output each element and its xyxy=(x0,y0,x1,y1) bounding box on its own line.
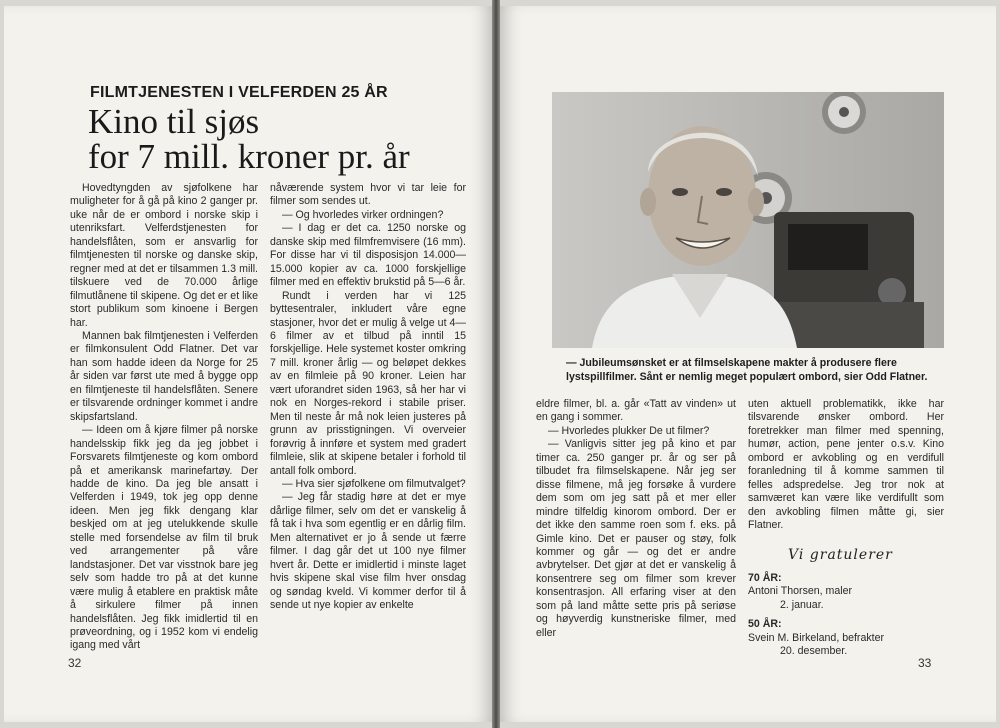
left-page xyxy=(4,6,492,722)
paragraph: — Vanligvis sitter jeg på kino et par timer ca. 250 ganger pr. år og ser på tilbudet fra filmselskapene. Når jeg ser disse filmene, må jeg forsøke å vurdere dem som om jeg satt på et mer eller mindre tilfeldig kinorom ombord. Der er det ikke den samme roen som f. eks. på Gimle kino. Det er pauser og støy, folk kommer og går — og det er andre avbrytelser. Det gjør at det er vanskelig å konsentrere seg om filmer som krever konsentrasjon. All erfaring viser at den som på land måtte sette pris på seriøse og høyverdig kunstneriske filmer, med eller xyxy=(536,438,736,639)
portrait-illustration xyxy=(552,92,944,348)
birthday-list xyxy=(748,572,944,659)
headline-line-1: Kino til sjøs xyxy=(88,102,260,141)
birthday-date: 20. desember. xyxy=(780,645,848,658)
text-column-3 xyxy=(536,398,736,640)
paragraph: uten aktuell problematikk, ikke har tilsvarende ønsker ombord. Her foretrekker man filmer med spenning, humør, action, pene jenter o.s.v. Kino ombord er avkobling og en verdifull foranledning til å komme sammen til felles adspredelse. Jeg tror nok at samværet kan være like verdifullt som den avkobling filmen måtte gi, sier Flatner. xyxy=(748,398,944,532)
birthday-entry xyxy=(748,618,944,658)
article-headline xyxy=(88,104,488,174)
text-column-1 xyxy=(70,182,258,653)
book-gutter xyxy=(492,0,500,728)
birthday-age: 70 ÅR: xyxy=(748,571,782,584)
right-page xyxy=(500,6,996,722)
paragraph: — I dag er det ca. 1250 norske og danske skip med filmfremvisere (16 mm). For disse har vi til disposisjon 14.000—15.000 kopier av ca. 1000 forskjellige filmer med en effektiv brukstid på 5—6 år. xyxy=(270,222,466,289)
text-column-2 xyxy=(270,182,466,613)
birthday-date: 2. januar. xyxy=(780,598,824,611)
text-column-4-block xyxy=(748,398,944,659)
paragraph: — Og hvorledes virker ordningen? xyxy=(282,208,444,221)
paragraph: — Jeg får stadig høre at det er mye dårlige filmer, selv om det er vanskelig å få tak i hva som egentlig er en dårlig film. Men alternativet er jo å sende ut færre filmer. I dag går det ut 100 nye filmer hvert år. Dette er imidlertid i minste laget hvis skipene skal vise film hver onsdag og søndag kveld. Vi kommer derfor til å sende ut nye kopier av enkelte xyxy=(270,491,466,612)
paragraph: nåværende system hvor vi tar leie for filmer som sendes ut. xyxy=(270,182,466,208)
birthday-name: Svein M. Birkeland, befrakter xyxy=(748,631,885,644)
birthday-name: Antoni Thorsen, maler xyxy=(748,585,853,598)
paragraph: Rundt i verden har vi 125 byttesentraler, inkludert våre egne stasjoner, hvor det er mulig å velge ut 4—6 filmer av et tilbud på inntil 15 forskjellige. Hele systemet koster omkring 7 mill. kroner årlig — og beløpet dekkes av en filmleie på 90 kroner. Leien har vært uforandret siden 1963, så her har vi nok en Norges-rekord i stabile priser. Men til neste år må nok leien justeres på grunn av prisstigningen. Vi overveier forøvrig å innføre et system med gradert filmleie, slik at skipene betaler i forhold til antall folk ombord. xyxy=(270,289,466,477)
page-number-right: 33 xyxy=(918,656,932,670)
birthday-age: 50 ÅR: xyxy=(748,618,782,631)
paragraph: Mannen bak filmtjenesten i Velferden er filmkonsulent Odd Flatner. Det var han som hadde ideen da Norge for 25 år siden var først ute med å bygge opp en filmtjeneste til handelsflåten. Senere er tilsvarende ordninger kommet i andre skipsfartsland. xyxy=(70,329,258,423)
headline-line-2: for 7 mill. kroner pr. år xyxy=(88,137,410,176)
paragraph: — Hva sier sjøfolkene om filmutvalget? xyxy=(282,477,466,490)
paragraph: eldre filmer, bl. a. går «Tatt av vinden» ut en gang i sommer. xyxy=(536,398,736,424)
photo-caption: — Jubileumsønsket er at filmselskapene makter å produsere flere lystspillfilmer. Sånt er nemlig meget populært ombord, sier Odd Flatner. xyxy=(566,357,928,383)
paragraph: — Hvorledes plukker De ut filmer? xyxy=(548,424,710,437)
paragraph: — Ideen om å kjøre filmer på norske handelsskip fikk jeg da jeg jobbet i Forsvarets filmtjeneste og kom ombord på et amerikansk marinefartøy. Der hadde de kino. Da jeg ble ansatt i Velferden i 1949, tok jeg opp denne ideen. Men jeg fikk dengang klar beskjed om at jeg utelukkende skulle stelle med forsendelse av film til bruk ved arrangementer på våre landstasjoner. Det var visstnok bare jeg selv som hadde tro på at det kunne være mulig å etablere en praktisk måte å sirkulere filmer på innen handelsflåten. Jeg fikk imidlertid til en prøveordning, og i 1952 kom vi endelig igang med vårt xyxy=(70,424,258,652)
article-kicker: FILMTJENESTEN I VELFERDEN 25 ÅR xyxy=(90,84,388,101)
portrait-photo xyxy=(552,92,944,348)
text-column-4 xyxy=(748,398,944,533)
gratulerer-heading: Vi gratulerer xyxy=(788,546,893,563)
birthday-entry xyxy=(748,572,944,612)
page-number-left: 32 xyxy=(68,656,82,670)
paragraph: Hovedtyngden av sjøfolkene har muligheter for å gå på kino 2 ganger pr. uke når de er ombord i norske skip i utenriksfart. Velferdstjenesten for handelsflåten, som er ansvarlig for filmtjenesten til norske og danske skip, regner med at det er tilsammen 1.3 mill. tilskuere ved de 70.000 årlige filmutlånene til skipene. Og det er et like stort publikum som kinoene i Bergen har. xyxy=(70,182,258,329)
